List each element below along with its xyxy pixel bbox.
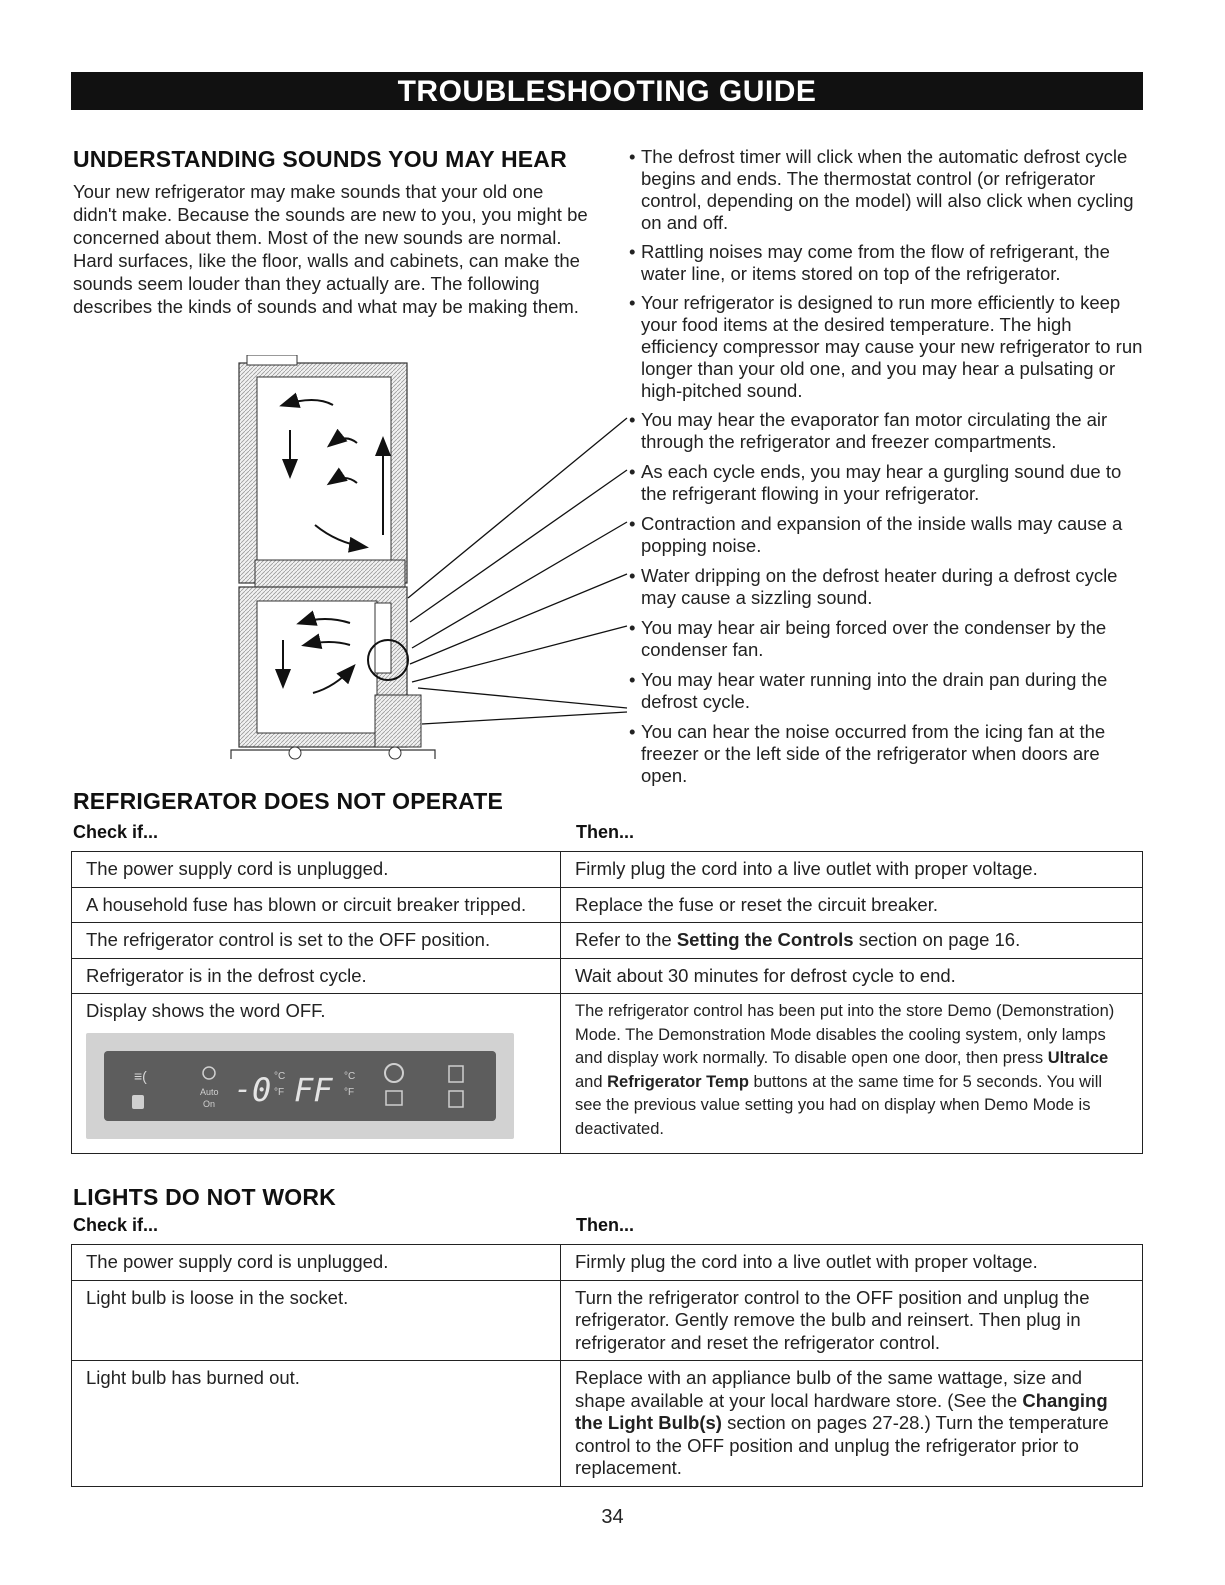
changing-light-bulbs-ref: Changing the Light Bulb(s)	[575, 1389, 1108, 1433]
check-if-label: Check if...	[73, 822, 159, 842]
fridge-temp-value: FF	[294, 1070, 333, 1109]
svg-text:°F: °F	[344, 1086, 355, 1098]
lights-table	[71, 1244, 1143, 1487]
svg-text:Auto: Auto	[200, 1086, 219, 1097]
refrigerator-temp-button-ref: Refrigerator Temp	[607, 1072, 749, 1091]
sound-item: • As each cycle ends, you may hear a gurgling sound due to the refrigerant flowing in your refrigerator.	[629, 461, 1149, 505]
ice-icon: ≡(	[134, 1067, 147, 1084]
lock-icon	[132, 1095, 144, 1109]
sounds-bullet-list	[629, 146, 1149, 787]
svg-text:°C: °C	[344, 1070, 356, 1082]
refrigerator-airflow-diagram	[225, 355, 645, 770]
sound-item: • Rattling noises may come from the flow of refrigerant, the water line, or items stored on top of the refrigerator.	[629, 241, 1149, 285]
setting-controls-ref: Setting the Controls	[676, 929, 854, 950]
svg-text:°F: °F	[274, 1086, 285, 1098]
sound-item: • You can hear the noise occurred from the icing fan at the freezer or the left side of the refrigerator when doors are open.	[629, 721, 1149, 787]
then-cell: Firmly plug the cord into a live outlet with proper voltage.	[561, 852, 1143, 888]
not-operate-heading: REFRIGERATOR DOES NOT OPERATE	[73, 788, 504, 814]
freezer-compartment-interior	[257, 601, 377, 733]
table-row	[72, 1245, 1143, 1281]
table-row	[72, 1361, 1143, 1487]
not-operate-table	[71, 851, 1143, 1154]
table-row	[72, 852, 1143, 888]
page-number: 34	[601, 1506, 624, 1528]
then-cell: Refer to the Setting the Controls section on page 16.	[561, 923, 1143, 959]
then-cell: Turn the refrigerator control to the OFF position and unplug the refrigerator. Gently remove the bulb and reinsert. Then plug in refrigerator and reset the refrigerator control.	[561, 1280, 1143, 1361]
check-cell: Refrigerator is in the defrost cycle.	[72, 958, 561, 994]
check-if-label: Check if...	[73, 1215, 159, 1235]
then-cell: Replace with an appliance bulb of the same wattage, size and shape available at your local hardware store. (See the Changing the Light Bulb(s) section on pages 27-28.) Turn the temperature control to the OFF position and unplug the refrigerator prior to replacement.	[561, 1361, 1143, 1487]
check-cell: Display shows the word OFF. ≡( Auto On - 0 °C °F FF °C °F	[72, 994, 561, 1154]
freezer-temp-readout: -	[234, 1071, 253, 1107]
lights-heading: LIGHTS DO NOT WORK	[73, 1184, 336, 1210]
table-row	[72, 923, 1143, 959]
check-cell: The power supply cord is unplugged.	[72, 852, 561, 888]
then-cell: Firmly plug the cord into a live outlet with proper voltage.	[561, 1245, 1143, 1281]
control-display-image	[86, 1033, 514, 1139]
sound-item: • You may hear air being forced over the condenser by the condenser fan.	[629, 617, 1149, 661]
then-cell: Replace the fuse or reset the circuit breaker.	[561, 887, 1143, 923]
display-screen	[104, 1051, 496, 1121]
then-cell: The refrigerator control has been put into the store Demo (Demonstration) Mode. The Demonstration Mode disables the cooling system, only lamps and display work normally. To disable open one door, then press UltraIce and Refrigerator Temp buttons at the same time for 5 seconds. You will see the previous value setting you had on display when Demo Mode is deactivated.	[561, 994, 1143, 1154]
sound-item: • Contraction and expansion of the inside walls may cause a popping noise.	[629, 513, 1149, 557]
sound-item: • Water dripping on the defrost heater during a defrost cycle may cause a sizzling sound.	[629, 565, 1149, 609]
svg-text:On: On	[203, 1098, 216, 1109]
check-cell: The refrigerator control is set to the OFF position.	[72, 923, 561, 959]
page-title-bar: TROUBLESHOOTING GUIDE	[71, 72, 1143, 110]
table-row	[72, 887, 1143, 923]
check-cell: A household fuse has blown or circuit breaker tripped.	[72, 887, 561, 923]
table-row	[72, 994, 1143, 1154]
sound-item: • Your refrigerator is designed to run more efficiently to keep your food items at the desired temperature. The high efficiency compressor may cause your new refrigerator to run longer than your old one, and you may hear a pulsating or high-pitched sound.	[629, 292, 1149, 402]
sounds-intro: Your new refrigerator may make sounds that your old one didn't make. Because the sounds are new to you, you might be concerned about them. Most of the new sounds are normal. Hard surfaces, like the floor, walls and cabinets, can make the sounds seem louder than they actually are. The following describes the kinds of sounds and what may be making them.	[73, 181, 588, 317]
then-cell: Wait about 30 minutes for defrost cycle to end.	[561, 958, 1143, 994]
check-cell: Light bulb has burned out.	[72, 1361, 561, 1487]
check-cell: Light bulb is loose in the socket.	[72, 1280, 561, 1361]
freezer-temp-value: 0	[252, 1070, 272, 1109]
ultraice-button-ref: UltraIce	[1047, 1049, 1109, 1067]
sound-item: • You may hear the evaporator fan motor circulating the air through the refrigerator and freezer compartments.	[629, 409, 1149, 453]
table-row	[72, 1280, 1143, 1361]
table-row	[72, 958, 1143, 994]
sound-item: • You may hear water running into the drain pan during the defrost cycle.	[629, 669, 1149, 713]
then-label: Then...	[576, 1215, 634, 1235]
check-cell: The power supply cord is unplugged.	[72, 1245, 561, 1281]
then-label: Then...	[576, 822, 634, 842]
sounds-heading: UNDERSTANDING SOUNDS YOU MAY HEAR	[73, 146, 567, 172]
svg-text:°C: °C	[274, 1070, 286, 1082]
sound-item: • The defrost timer will click when the automatic defrost cycle begins and ends. The thermostat control (or refrigerator control, depending on the model) will also click when cycling on and off.	[629, 146, 1149, 234]
refrigerator-compartment-interior	[257, 377, 391, 573]
